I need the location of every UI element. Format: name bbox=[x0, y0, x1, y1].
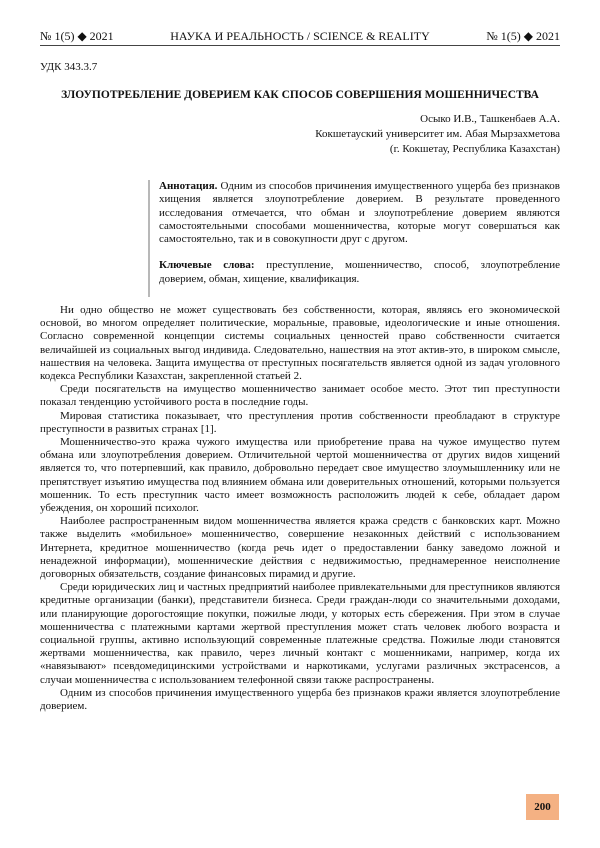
header-divider bbox=[40, 45, 560, 46]
issue-number-left: № 1(5) ◆ 2021 bbox=[40, 29, 114, 43]
keywords-text: преступление, мошенничество, способ, злоупотребление доверием, обман, хищение, квалификация. bbox=[159, 259, 561, 285]
body-paragraph: Среди юридических лиц и частных предприятий наиболее привлекательными для преступников являются кредитные организации (банки), представители бизнеса. Среди граждан-люди со значительными доходами, или планирующие дорогостоящие покупки, пожилые люди, у которых есть сбережения. При этом в случае мошенничества с платежными картами жертвой преступления может стать человек любого возраста и социальной группы, активно использующий современные платежные средства. Пожилые люди становятся жертвами мошенничества, как правило, через личный контакт с мошенниками, например, когда их «навязывают» псевдомедицинскими устройствами и наркотиками, услугами различных экстрасенсов, а случаи мошенничества с использованием телефонной связи также распространены. bbox=[40, 581, 560, 686]
abstract bbox=[159, 180, 560, 246]
author-block bbox=[220, 112, 560, 157]
body-paragraph: Мировая статистика показывает, что преступления против собственности преобладают в структуре преступности в развитых странах [1]. bbox=[40, 409, 560, 435]
abstract-label: Аннотация. bbox=[159, 180, 218, 192]
running-header bbox=[0, 0, 600, 46]
author-location: (г. Кокшетау, Республика Казахстан) bbox=[389, 143, 560, 155]
article-body bbox=[40, 304, 560, 713]
keywords-label: Ключевые слова: bbox=[159, 259, 255, 272]
issue-number-right: № 1(5) ◆ 2021 bbox=[486, 29, 560, 43]
journal-title: НАУКА И РЕАЛЬНОСТЬ / SCIENCE & REALITY bbox=[170, 29, 430, 43]
udk-code: УДК 343.3.7 bbox=[40, 61, 98, 73]
body-paragraph: Мошенничество-это кража чужого имущества или приобретение права на чужое имущество путем обмана или злоупотребления доверием. Отличительной чертой мошенничества от других видов хищений является то, что потерпевший, как правило, добровольно передает свое имущество злоумышленнику или не препятствует изъятию имущества под влиянием обмана или доверительных отношений, которыми пользуется мошенник. То есть преступник часто имеет возможность расположить людей к себе, обладает даром убеждения, он хороший психолог. bbox=[40, 436, 560, 515]
body-paragraph: Ни одно общество не может существовать без собственности, которая, являясь его экономической основой, во многом определяет политические, моральные, правовые, идеологические и иные отношения. Согласно современной концепции системы социальных ценностей право собственности считается величайшей из социальных выгод индивида. Следовательно, нашествия на этот актив-это, в широком смысле, нашествия на человека. Защита имущества от преступных посягательств является одной из задач уголовного кодекса Республики Казахстан, закрепленной статьей 2. bbox=[40, 304, 560, 383]
abstract-text: Одним из способов причинения имущественного ущерба без признаков хищения является злоупотребление доверием. В результате проведенного исследования отмечается, что обман и злоупотребление доверием являются самостоятельными способами мошенничества, которые могут совершаться как самостоятельно, так и в совокупности друг с другом. bbox=[159, 180, 560, 246]
page-number-badge: 200 bbox=[526, 794, 559, 820]
keywords bbox=[159, 259, 560, 286]
abstract-block bbox=[148, 180, 560, 297]
author-affiliation: Кокшетауский университет им. Абая Мырзахметова bbox=[315, 128, 560, 140]
author-names: Осыко И.В., Ташкенбаев А.А. bbox=[420, 113, 560, 125]
body-paragraph: Среди посягательств на имущество мошенничество занимает особое место. Этот тип преступности показал тенденцию устойчивого роста в последние годы. bbox=[40, 383, 560, 409]
body-paragraph: Наиболее распространенным видом мошенничества является кража средств с банковских карт. Можно также выделить «мобильное» мошенничество, совершение незаконных действий с использованием Интернета, кредитное мошенничество (когда речь идет о предоставлении банку заведомо ложной и ненадежной информации), мошеннические действия с недвижимостью, преднамеренное неисполнение договорных обязательств, создание финансовых пирамид и другие. bbox=[40, 515, 560, 581]
body-paragraph: Одним из способов причинения имущественного ущерба без признаков кражи является злоупотребление доверием. bbox=[40, 686, 560, 713]
article-title: ЗЛОУПОТРЕБЛЕНИЕ ДОВЕРИЕМ КАК СПОСОБ СОВЕРШЕНИЯ МОШЕННИЧЕСТВА bbox=[61, 89, 539, 101]
